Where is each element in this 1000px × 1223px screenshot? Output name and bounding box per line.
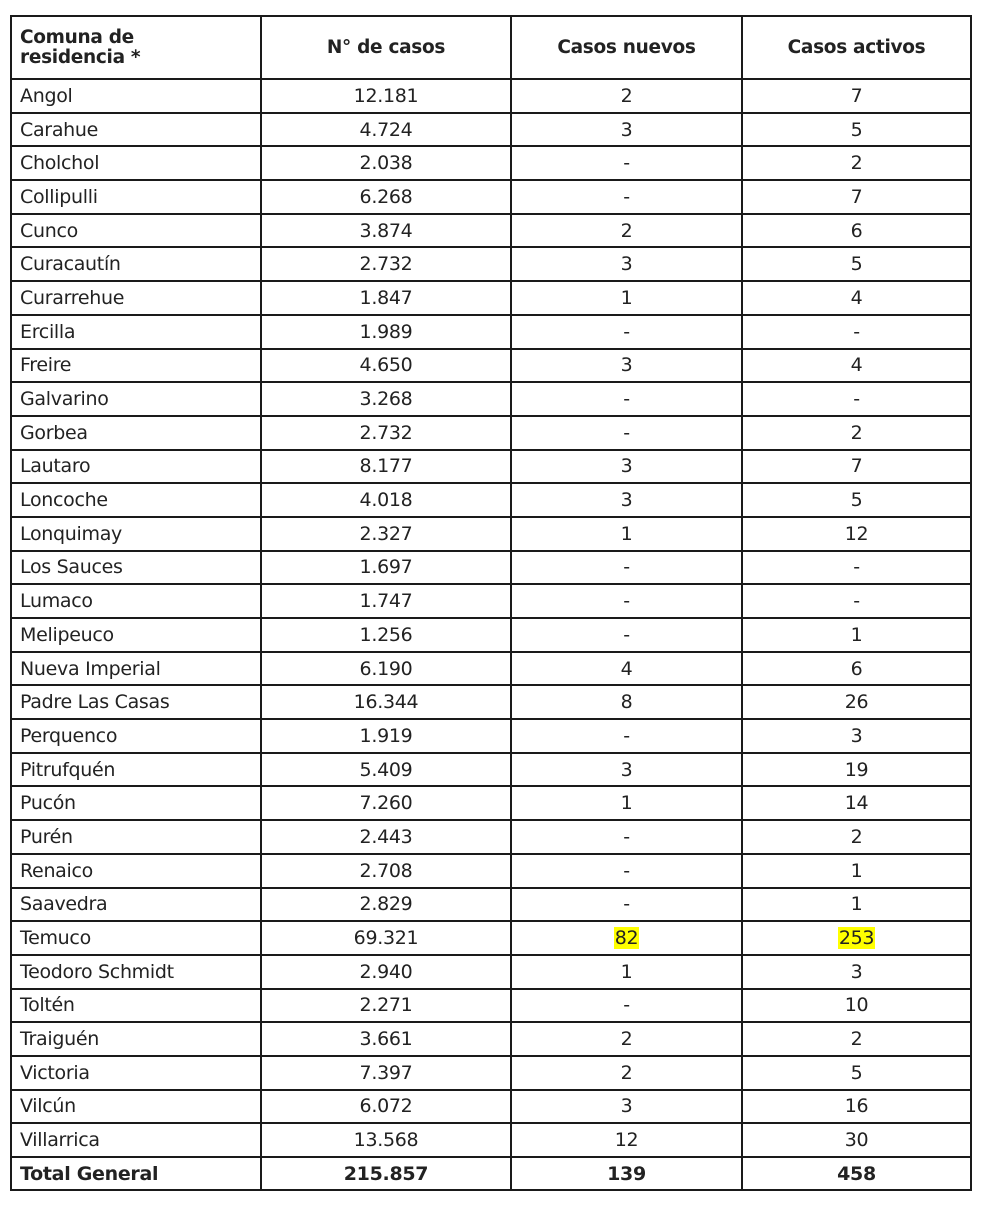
cell-casos-activos: -	[742, 315, 971, 349]
table-row	[11, 989, 971, 1023]
cell-comuna: Villarrica	[11, 1123, 261, 1157]
cell-casos-nuevos	[511, 921, 742, 955]
cell-n-casos: 3.874	[261, 214, 511, 248]
cell-casos-nuevos: -	[511, 584, 742, 618]
cell-n-casos: 1.747	[261, 584, 511, 618]
cell-comuna: Nueva Imperial	[11, 652, 261, 686]
cell-casos-activos: 3	[742, 719, 971, 753]
table-row	[11, 416, 971, 450]
cell-casos-nuevos: 2	[511, 1056, 742, 1090]
cell-casos-nuevos: -	[511, 315, 742, 349]
cell-casos-activos: 16	[742, 1090, 971, 1124]
table-row	[11, 820, 971, 854]
cell-casos-activos: 5	[742, 1056, 971, 1090]
header-comuna-line2: residencia *	[20, 46, 141, 68]
table-row	[11, 517, 971, 551]
table-row	[11, 180, 971, 214]
cell-casos-activos: -	[742, 551, 971, 585]
cell-casos-activos: 1	[742, 854, 971, 888]
cell-n-casos: 3.268	[261, 382, 511, 416]
cell-casos-activos: 2	[742, 146, 971, 180]
cell-n-casos: 2.271	[261, 989, 511, 1023]
cell-comuna: Pitrufquén	[11, 753, 261, 787]
cases-by-comuna-table	[10, 15, 972, 1191]
table-row	[11, 652, 971, 686]
cell-casos-nuevos: 1	[511, 786, 742, 820]
table-row	[11, 349, 971, 383]
cell-n-casos: 1.256	[261, 618, 511, 652]
cell-comuna: Pucón	[11, 786, 261, 820]
table-row	[11, 1123, 971, 1157]
cell-n-casos: 4.650	[261, 349, 511, 383]
highlighted-value: 253	[838, 927, 875, 950]
cell-casos-activos: 10	[742, 989, 971, 1023]
table-row	[11, 281, 971, 315]
cell-comuna: Freire	[11, 349, 261, 383]
cell-casos-nuevos: -	[511, 820, 742, 854]
cell-comuna: Curarrehue	[11, 281, 261, 315]
cell-comuna: Carahue	[11, 113, 261, 147]
table-row	[11, 382, 971, 416]
cell-casos-activos: 14	[742, 786, 971, 820]
cell-casos-activos	[742, 921, 971, 955]
total-casos-activos: 458	[742, 1157, 971, 1190]
table-row	[11, 854, 971, 888]
cell-casos-nuevos: -	[511, 888, 742, 922]
header-n-casos: N° de casos	[261, 16, 511, 79]
cell-casos-nuevos: 1	[511, 517, 742, 551]
cell-n-casos: 1.697	[261, 551, 511, 585]
table-row	[11, 1056, 971, 1090]
cell-casos-activos: 7	[742, 79, 971, 113]
total-casos-nuevos: 139	[511, 1157, 742, 1190]
cell-n-casos: 1.989	[261, 315, 511, 349]
cell-casos-nuevos: -	[511, 416, 742, 450]
cell-n-casos: 6.072	[261, 1090, 511, 1124]
cell-casos-nuevos: -	[511, 382, 742, 416]
table-row	[11, 685, 971, 719]
table-row	[11, 921, 971, 955]
cell-casos-nuevos: -	[511, 146, 742, 180]
cell-casos-nuevos: 2	[511, 79, 742, 113]
cell-n-casos: 2.443	[261, 820, 511, 854]
cell-n-casos: 13.568	[261, 1123, 511, 1157]
header-row	[11, 16, 971, 79]
cell-n-casos: 12.181	[261, 79, 511, 113]
cell-n-casos: 6.190	[261, 652, 511, 686]
table-row	[11, 113, 971, 147]
cell-n-casos: 2.038	[261, 146, 511, 180]
cell-n-casos: 4.018	[261, 483, 511, 517]
cell-comuna: Los Sauces	[11, 551, 261, 585]
table-row	[11, 719, 971, 753]
cell-comuna: Lumaco	[11, 584, 261, 618]
cell-casos-activos: 6	[742, 652, 971, 686]
header-comuna	[11, 16, 261, 79]
cell-casos-activos: 7	[742, 180, 971, 214]
cell-casos-nuevos: 3	[511, 247, 742, 281]
cell-comuna: Padre Las Casas	[11, 685, 261, 719]
cell-casos-nuevos: 3	[511, 1090, 742, 1124]
cell-casos-activos: 4	[742, 349, 971, 383]
cell-casos-activos: 7	[742, 450, 971, 484]
cell-comuna: Gorbea	[11, 416, 261, 450]
total-n-casos: 215.857	[261, 1157, 511, 1190]
cell-comuna: Angol	[11, 79, 261, 113]
cell-comuna: Ercilla	[11, 315, 261, 349]
cell-comuna: Perquenco	[11, 719, 261, 753]
cell-comuna: Curacautín	[11, 247, 261, 281]
cell-n-casos: 1.847	[261, 281, 511, 315]
cell-casos-nuevos: -	[511, 180, 742, 214]
table-row	[11, 146, 971, 180]
cell-casos-activos: 2	[742, 820, 971, 854]
cell-comuna: Purén	[11, 820, 261, 854]
cell-comuna: Melipeuco	[11, 618, 261, 652]
table-row	[11, 584, 971, 618]
cell-casos-nuevos: 3	[511, 349, 742, 383]
cell-casos-nuevos: 8	[511, 685, 742, 719]
cell-casos-activos: 26	[742, 685, 971, 719]
total-label: Total General	[11, 1157, 261, 1190]
cell-casos-nuevos: 3	[511, 113, 742, 147]
cell-casos-nuevos: 2	[511, 214, 742, 248]
cell-casos-activos: -	[742, 382, 971, 416]
cell-n-casos: 69.321	[261, 921, 511, 955]
cell-comuna: Loncoche	[11, 483, 261, 517]
cell-casos-nuevos: 3	[511, 450, 742, 484]
table-row	[11, 247, 971, 281]
cell-comuna: Saavedra	[11, 888, 261, 922]
cell-n-casos: 7.260	[261, 786, 511, 820]
cell-casos-nuevos: -	[511, 989, 742, 1023]
cell-casos-activos: -	[742, 584, 971, 618]
table-row	[11, 450, 971, 484]
cell-casos-nuevos: 1	[511, 281, 742, 315]
total-row	[11, 1157, 971, 1190]
cell-casos-nuevos: 3	[511, 753, 742, 787]
cell-n-casos: 1.919	[261, 719, 511, 753]
cell-casos-activos: 1	[742, 618, 971, 652]
cell-n-casos: 16.344	[261, 685, 511, 719]
cell-comuna: Cunco	[11, 214, 261, 248]
cell-casos-activos: 30	[742, 1123, 971, 1157]
cell-casos-activos: 1	[742, 888, 971, 922]
cell-comuna: Vilcún	[11, 1090, 261, 1124]
cell-n-casos: 5.409	[261, 753, 511, 787]
cell-casos-activos: 4	[742, 281, 971, 315]
cell-comuna: Victoria	[11, 1056, 261, 1090]
table-row	[11, 618, 971, 652]
cell-comuna: Toltén	[11, 989, 261, 1023]
table-row	[11, 786, 971, 820]
cell-casos-activos: 6	[742, 214, 971, 248]
cell-comuna: Lonquimay	[11, 517, 261, 551]
table-row	[11, 1090, 971, 1124]
cell-n-casos: 6.268	[261, 180, 511, 214]
header-casos-nuevos: Casos nuevos	[511, 16, 742, 79]
cell-casos-nuevos: 12	[511, 1123, 742, 1157]
cell-casos-nuevos: -	[511, 551, 742, 585]
cell-comuna: Lautaro	[11, 450, 261, 484]
table-row	[11, 955, 971, 989]
cell-comuna: Traiguén	[11, 1022, 261, 1056]
cell-n-casos: 2.732	[261, 416, 511, 450]
cell-n-casos: 8.177	[261, 450, 511, 484]
table-row	[11, 551, 971, 585]
table-row	[11, 79, 971, 113]
table-row	[11, 483, 971, 517]
cell-n-casos: 2.829	[261, 888, 511, 922]
cell-comuna: Temuco	[11, 921, 261, 955]
cell-n-casos: 3.661	[261, 1022, 511, 1056]
cell-casos-nuevos: 4	[511, 652, 742, 686]
cell-casos-nuevos: 3	[511, 483, 742, 517]
cell-n-casos: 2.327	[261, 517, 511, 551]
cell-casos-activos: 2	[742, 416, 971, 450]
highlighted-value: 82	[614, 927, 639, 950]
cell-n-casos: 7.397	[261, 1056, 511, 1090]
cell-comuna: Cholchol	[11, 146, 261, 180]
cell-n-casos: 2.732	[261, 247, 511, 281]
cell-n-casos: 2.940	[261, 955, 511, 989]
cell-casos-activos: 5	[742, 483, 971, 517]
cell-casos-nuevos: 1	[511, 955, 742, 989]
cell-casos-nuevos: -	[511, 854, 742, 888]
cell-comuna: Collipulli	[11, 180, 261, 214]
cell-casos-activos: 5	[742, 247, 971, 281]
cell-casos-activos: 12	[742, 517, 971, 551]
table-row	[11, 1022, 971, 1056]
cell-comuna: Teodoro Schmidt	[11, 955, 261, 989]
cell-casos-nuevos: -	[511, 719, 742, 753]
cell-casos-activos: 3	[742, 955, 971, 989]
cell-comuna: Galvarino	[11, 382, 261, 416]
cell-n-casos: 2.708	[261, 854, 511, 888]
header-casos-activos: Casos activos	[742, 16, 971, 79]
cell-casos-nuevos: 2	[511, 1022, 742, 1056]
table-row	[11, 753, 971, 787]
cell-casos-activos: 2	[742, 1022, 971, 1056]
table-row	[11, 315, 971, 349]
cell-casos-activos: 5	[742, 113, 971, 147]
table-body	[11, 79, 971, 1190]
header-comuna-line1: Comuna de	[20, 26, 134, 48]
cell-n-casos: 4.724	[261, 113, 511, 147]
table-row	[11, 888, 971, 922]
table-row	[11, 214, 971, 248]
cell-casos-nuevos: -	[511, 618, 742, 652]
cell-comuna: Renaico	[11, 854, 261, 888]
cell-casos-activos: 19	[742, 753, 971, 787]
